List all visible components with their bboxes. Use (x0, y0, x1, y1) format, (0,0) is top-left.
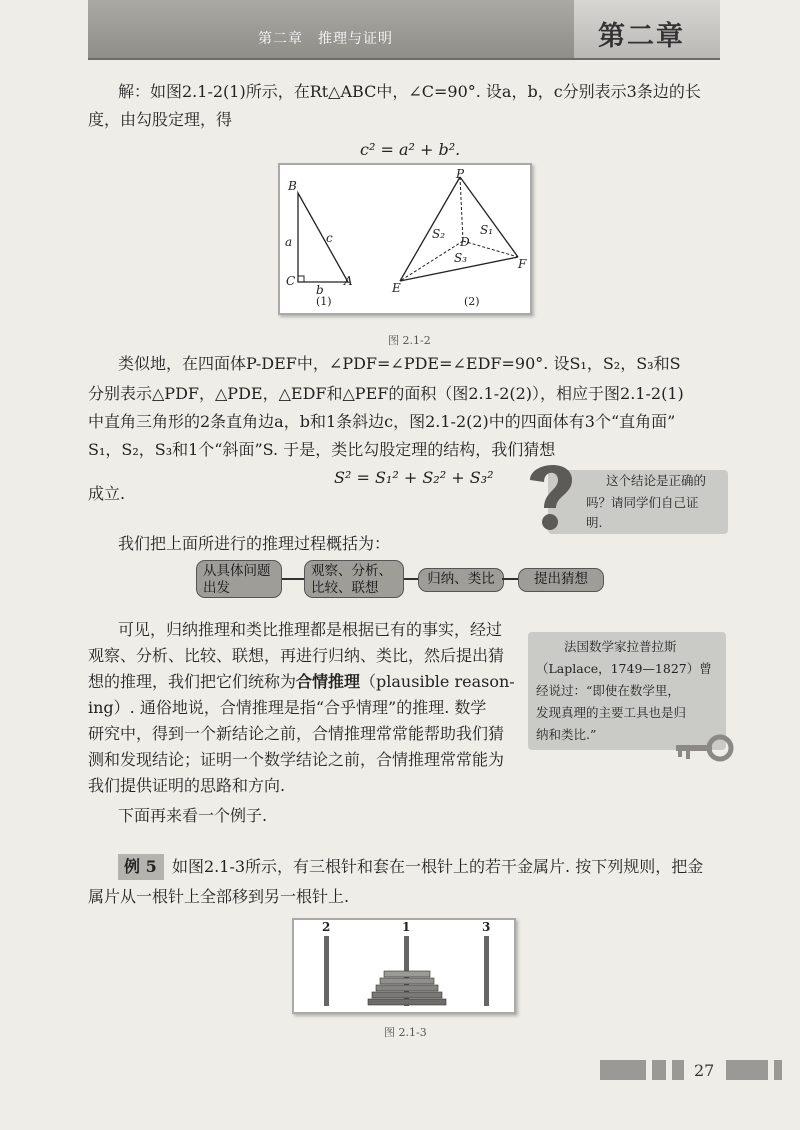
laplace-note-line-4: 发现真理的主要工具也是归 (536, 705, 687, 720)
disk-4 (380, 978, 434, 984)
figure-2-1-3-caption: 图 2.1-3 (384, 1026, 427, 1039)
edge-df (463, 241, 518, 257)
disk-3 (376, 985, 438, 991)
para2-line-3a: 想的推理，我们把它们统称为 (88, 672, 297, 691)
flow-arrow-1 (282, 578, 304, 580)
peg-3 (484, 936, 489, 1006)
label-S1: S₁ (480, 223, 494, 237)
page-number: 27 (694, 1061, 715, 1080)
edge-pd (460, 177, 463, 241)
analogy-line-1: 类似地，在四面体P-DEF中，∠PDF=∠PDE=∠EDF=90°. 设S₁，S₂，S₃和S (118, 354, 681, 373)
subfigure-1-label: (1) (316, 295, 332, 308)
label-P: P (456, 167, 465, 181)
para2-line-8: 下面再来看一个例子. (118, 806, 268, 825)
flow-box-observe-line-1: 观察、分析、 (311, 563, 392, 579)
peg-2 (324, 936, 329, 1006)
right-angle-mark (298, 276, 304, 282)
label-S2: S₂ (432, 227, 446, 241)
analogy-line-5: 成立. (88, 484, 126, 503)
example-5-line-2: 属片从一根针上全部移到另一根针上. (88, 887, 350, 906)
tetrahedron-formula: S² = S₁² + S₂² + S₃² (334, 468, 494, 487)
disk-2 (372, 992, 442, 998)
flow-box-induct: 归纳、类比 (418, 568, 504, 592)
chapter-badge: 第二章 (598, 21, 685, 52)
label-b: b (316, 283, 324, 297)
para2-line-4: ing）. 通俗地说，合情推理是指“合乎情理”的推理. 数学 (88, 698, 487, 717)
flow-box-observe-line-2: 比较、联想 (311, 580, 379, 596)
label-D: D (460, 235, 470, 249)
analogy-line-3: 中直角三角形的2条直角边a，b和1条斜边c，图2.1-2(2)中的四面体有3个“直角面” (88, 412, 676, 431)
label-A: A (344, 274, 353, 288)
example-5-label: 例 5 (118, 854, 164, 880)
chapter-section-title: 第二章 推理与证明 (258, 31, 393, 47)
analogy-line-4: S₁，S₂，S₃和1个“斜面”S. 于是，类比勾股定理的结构，我们猜想 (88, 440, 556, 459)
peg-label-1: 1 (402, 920, 411, 934)
para2-line-5: 研究中，得到一个新结论之前，合情推理常常能帮助我们猜 (88, 724, 505, 743)
disk-1 (368, 999, 446, 1005)
right-triangle (298, 193, 348, 282)
para2-line-6: 测和发现结论；证明一个数学结论之前，合情推理常常能为 (88, 750, 505, 769)
laplace-note-line-1: 法国数学家拉普拉斯 (564, 639, 677, 654)
footer-block-3 (672, 1060, 684, 1080)
footer-block-4 (726, 1060, 768, 1080)
label-C: C (286, 274, 296, 288)
analogy-line-2: 分别表示△PDF，△PDE，△EDF和△PEF的面积（图2.1-2(2)），相应于图2.1-2(1) (88, 384, 684, 403)
peg-label-3: 3 (482, 920, 491, 934)
label-F: F (518, 257, 527, 271)
figure-2-1-3 (292, 918, 516, 1014)
edge-pe (400, 177, 460, 281)
label-S3: S₃ (454, 251, 468, 265)
flow-arrow-2 (404, 578, 418, 580)
label-E: E (392, 281, 401, 295)
question-note-line-2: 吗？请同学们自己证 (586, 495, 699, 510)
question-mark-icon (524, 458, 578, 534)
peg-label-2: 2 (322, 920, 331, 934)
flow-box-observe (304, 560, 404, 598)
para2-line-1: 可见，归纳推理和类比推理都是根据已有的事实，经过 (118, 620, 503, 639)
flow-box-start-line-1: 从具体问题 (203, 563, 271, 579)
laplace-note-line-5: 纳和类比.” (536, 727, 597, 742)
para2-line-7: 我们提供证明的思路和方向. (88, 776, 286, 795)
flow-box-start (196, 560, 282, 598)
solution-line-2: 度，由勾股定理，得 (88, 110, 233, 129)
disk-5 (384, 971, 430, 977)
plausible-reasoning-term: 合情推理 (296, 672, 361, 691)
pythagorean-formula: c² = a² + b². (360, 140, 461, 159)
subfigure-2-label: (2) (464, 295, 480, 308)
summary-intro: 我们把上面所进行的推理过程概括为： (118, 534, 391, 553)
label-c: c (326, 231, 333, 245)
footer-block-5 (774, 1060, 782, 1080)
label-B: B (288, 179, 297, 193)
para2-line-3 (88, 668, 515, 696)
example-5-line-1: 如图2.1-3所示，有三根针和套在一根针上的若干金属片. 按下列规则，把金 (172, 857, 704, 876)
flow-box-conjecture: 提出猜想 (518, 568, 604, 592)
laplace-note-line-3: 经说过：“即使在数学里， (536, 683, 680, 698)
figure-2-1-2-caption: 图 2.1-2 (388, 334, 431, 347)
figure-2-1-2 (278, 163, 532, 315)
key-icon (672, 732, 734, 764)
para2-line-2: 观察、分析、比较、联想，再进行归纳、类比，然后提出猜 (88, 646, 505, 665)
label-a: a (285, 235, 293, 249)
question-note-line-3: 明. (586, 515, 603, 530)
laplace-note-line-2: （Laplace，1749—1827）曾 (536, 661, 712, 676)
footer-block-2 (652, 1060, 666, 1080)
solution-line-1: 解：如图2.1-2(1)所示，在Rt△ABC中，∠C=90°. 设a，b，c分别表示3条边的长 (118, 82, 701, 101)
flow-box-start-line-2: 出发 (203, 580, 230, 596)
footer-block-1 (600, 1060, 646, 1080)
para2-line-3c: （plausible reason- (360, 672, 515, 691)
question-note-line-1: 这个结论是正确的 (606, 473, 707, 488)
flow-arrow-3 (502, 578, 518, 580)
